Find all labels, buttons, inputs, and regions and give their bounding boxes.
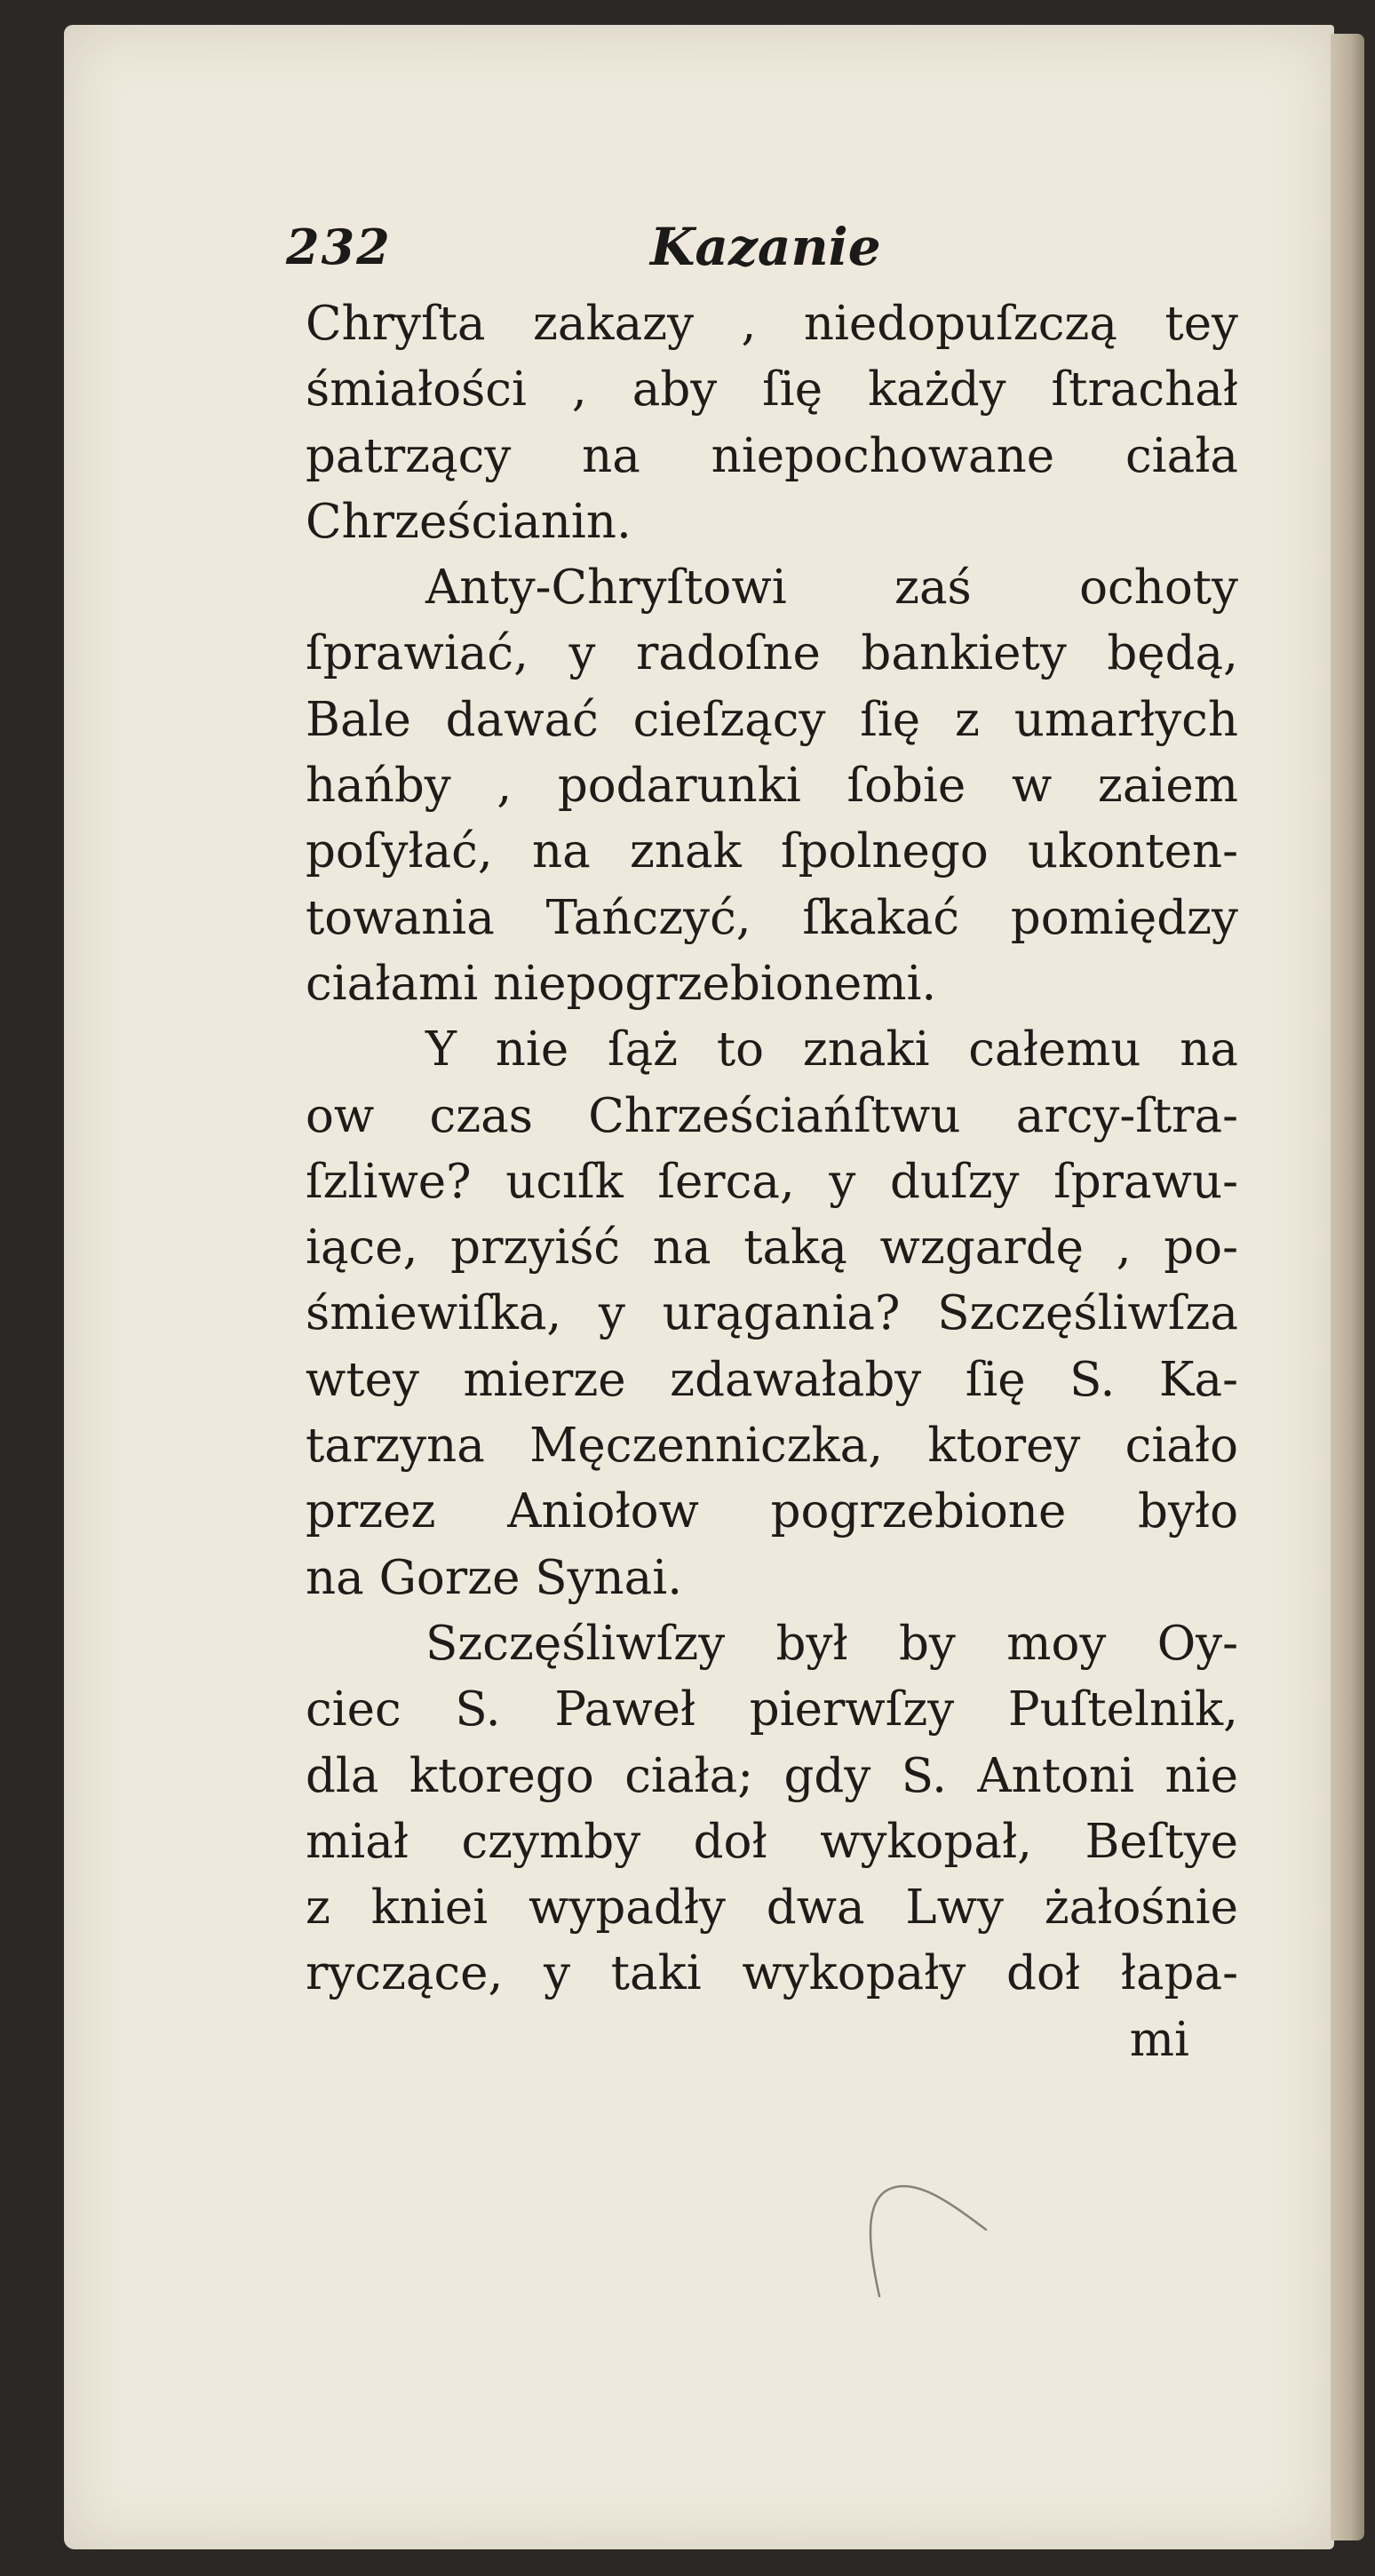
text-line: poſyłać, na znak ſpolnego ukonten-: [306, 824, 1238, 879]
text-line: ſprawiać, y radoſne bankiety będą,: [306, 626, 1238, 681]
text-line: śmiewiſka, y urągania? Szczęśliwſza: [306, 1286, 1238, 1341]
text-line: patrzący na niepochowane ciała: [306, 428, 1238, 483]
page-edge: [1331, 34, 1364, 2540]
catchword: mi: [1129, 2012, 1189, 2067]
text-line: hańby , podarunki ſobie w zaiem: [306, 759, 1238, 814]
text-line: na Gorze Synai.: [306, 1550, 683, 1605]
text-line: ryczące, y taki wykopały doł łapa-: [306, 1946, 1238, 2001]
text-line: Chrześcianin.: [306, 494, 632, 549]
text-line: Bale dawać cieſzący ſię z umarłych: [306, 692, 1238, 747]
text-line: Szczęśliwſzy był by moy Oy-: [425, 1616, 1238, 1671]
text-line: przez Aniołow pogrzebione było: [306, 1484, 1238, 1539]
text-line: Anty-Chryſtowi zaś ochoty: [425, 561, 1238, 616]
running-head: Kazanie: [650, 217, 881, 277]
text-line: dla ktorego ciała; gdy S. Antoni nie: [306, 1748, 1238, 1803]
text-line: ow czas Chrześciańſtwu arcy-ſtra-: [306, 1088, 1238, 1143]
pencil-mark: [853, 2167, 1030, 2301]
text-line: ſzliwe? ucıſk ſerca, y duſzy ſprawu-: [306, 1154, 1238, 1209]
text-line: towania Tańczyć, ſkakać pomiędzy: [306, 890, 1238, 945]
text-line: ciałami niepogrzebionemi.: [306, 956, 937, 1011]
page-number: 232: [286, 219, 392, 275]
text-line: śmiałości , aby ſię każdy ſtrachał: [306, 362, 1238, 417]
text-line: Chryſta zakazy , niedopuſzczą tey: [306, 297, 1238, 351]
text-line: tarzyna Męczenniczka, ktorey ciało: [306, 1419, 1238, 1474]
text-line: miał czymby doł wykopał, Beſtye: [306, 1814, 1238, 1869]
text-line: iące, przyiść na taką wzgardę , po-: [306, 1220, 1238, 1276]
body-text: [306, 291, 1238, 2073]
text-line: wtey mierze zdawałaby ſię S. Ka-: [306, 1352, 1238, 1407]
text-line: z kniei wypadły dwa Lwy żałośnie: [306, 1880, 1238, 1936]
page-header: [213, 213, 1226, 284]
text-line: ciec S. Paweł pierwſzy Puſtelnik,: [306, 1682, 1238, 1737]
text-line: Y nie ſąż to znaki całemu na: [425, 1022, 1238, 1077]
